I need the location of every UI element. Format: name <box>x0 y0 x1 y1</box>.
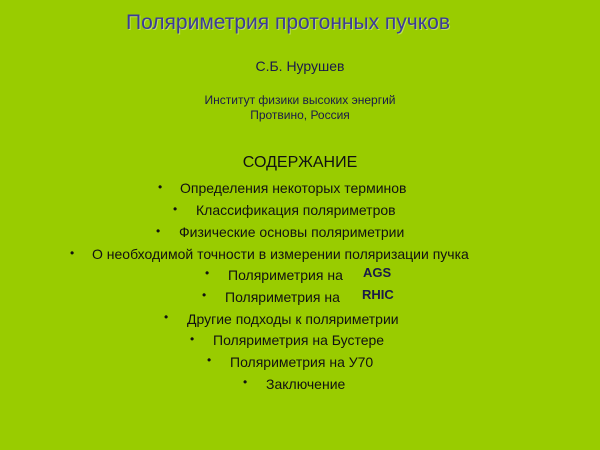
bullet-icon: • <box>202 288 207 302</box>
bullet-icon: • <box>158 180 163 194</box>
bullet-icon: • <box>70 246 75 260</box>
slide-title: Поляриметрия протонных пучков <box>125 11 451 34</box>
bullet-icon: • <box>243 375 248 389</box>
contents-item: Классификация поляриметров <box>196 202 396 218</box>
bullet-icon: • <box>173 202 178 216</box>
contents-item: Физические основы поляриметрии <box>179 224 405 240</box>
bullet-icon: • <box>164 310 169 324</box>
contents-item: Поляриметрия на <box>228 267 343 283</box>
contents-heading: СОДЕРЖАНИЕ <box>242 154 358 171</box>
accelerator-tag-ags: AGS <box>363 265 392 280</box>
bullet-icon: • <box>205 266 210 280</box>
contents-item: Другие подходы к поляриметрии <box>187 311 399 327</box>
contents-item: О необходимой точности в измерении поляризации пучка <box>92 246 469 262</box>
contents-item: Определения некоторых терминов <box>180 180 407 196</box>
bullet-icon: • <box>156 224 161 238</box>
accelerator-tag-rhic: RHIC <box>362 287 394 302</box>
bullet-icon: • <box>190 332 195 346</box>
contents-item: Поляриметрия на Бустере <box>213 332 385 348</box>
bullet-icon: • <box>207 353 212 367</box>
contents-item: Поляриметрия на У70 <box>230 354 374 370</box>
institute-name: Институт физики высоких энергий <box>204 93 396 107</box>
author-name: С.Б. Нурушев <box>255 58 345 74</box>
contents-item: Заключение <box>266 376 346 392</box>
institute-location: Протвино, Россия <box>250 108 350 122</box>
contents-item: Поляриметрия на <box>225 289 340 305</box>
